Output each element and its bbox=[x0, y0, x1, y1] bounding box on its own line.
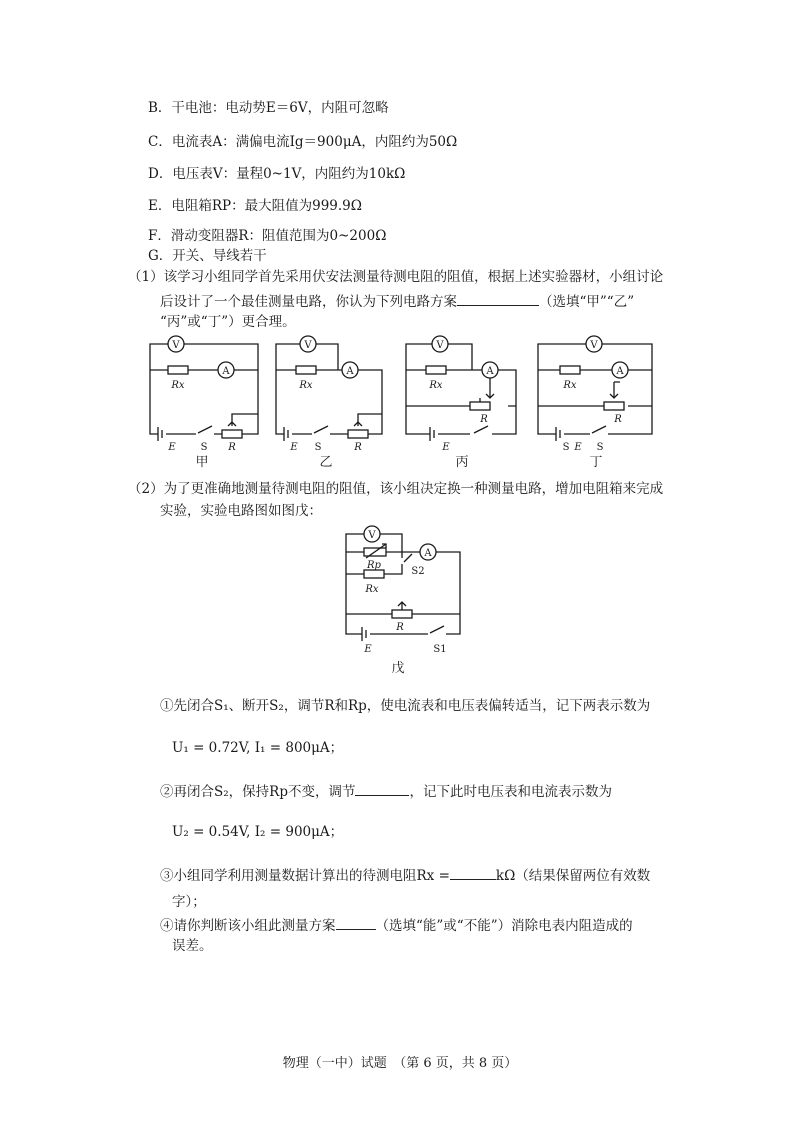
step4-line2: 误差。 bbox=[172, 938, 213, 954]
step3-line2: 字）； bbox=[172, 894, 206, 910]
step4-text-pre: ④请你判断该小组此测量方案 bbox=[160, 918, 336, 934]
v-wu: V bbox=[368, 530, 376, 541]
a-yi: A bbox=[346, 366, 354, 377]
step3-answer-blank[interactable] bbox=[450, 865, 496, 880]
label-ding: 丁 bbox=[589, 455, 603, 470]
e-yi: E bbox=[290, 442, 298, 453]
v-bing: V bbox=[436, 340, 444, 351]
circuit-diagram-wu bbox=[300, 520, 500, 680]
v-yi: V bbox=[304, 340, 312, 351]
r-yi: R bbox=[354, 442, 362, 453]
a-jia: A bbox=[222, 366, 230, 377]
circuit-ding bbox=[538, 344, 652, 441]
s-ding-left: S bbox=[562, 442, 570, 453]
rx-yi: Rx bbox=[299, 380, 313, 391]
step4-line1 bbox=[160, 915, 633, 935]
option-c: C．电流表A：满偏电流Ig＝900μA，内阻约为50Ω bbox=[148, 134, 458, 150]
q1-line2-options: （选填“甲”“乙” bbox=[539, 294, 635, 310]
circuit-yi bbox=[276, 344, 382, 441]
step1-line1: ①先闭合S₁、断开S₂，调节R和Rp，使电流表和电压表偏转适当，记下两表示数为 bbox=[160, 698, 651, 714]
a-ding: A bbox=[616, 366, 624, 377]
q1-line3: “丙”或“丁”）更合理。 bbox=[160, 314, 296, 330]
page-footer: 物理（一中）试题 （第 6 页，共 8 页） bbox=[282, 1056, 518, 1071]
rx-jia: Rx bbox=[171, 380, 185, 391]
circuit-bing bbox=[406, 344, 516, 441]
q1-line1: （1）该学习小组同学首先采用伏安法测量待测电阻的阻值，根据上述实验器材，小组讨论 bbox=[128, 269, 664, 285]
step2-answer-blank[interactable] bbox=[355, 781, 409, 796]
rp-wu: Rp bbox=[367, 560, 381, 571]
s-yi: S bbox=[314, 442, 322, 453]
rx-wu: Rx bbox=[365, 584, 379, 595]
label-wu: 戊 bbox=[391, 661, 405, 676]
option-e: E．电阻箱RP：最大阻值为999.9Ω bbox=[148, 198, 362, 214]
step4-text-post: （选填“能”或“不能”）消除电表内阻造成的 bbox=[375, 918, 633, 934]
a-bing: A bbox=[486, 366, 494, 377]
q1-answer-blank[interactable] bbox=[457, 291, 539, 306]
rx-bing: Rx bbox=[429, 380, 443, 391]
v-jia: V bbox=[172, 340, 180, 351]
e-jia: E bbox=[168, 442, 176, 453]
s2-wu: S2 bbox=[411, 566, 425, 577]
s-jia: S bbox=[200, 442, 208, 453]
v-ding: V bbox=[590, 340, 598, 351]
label-bing: 丙 bbox=[455, 455, 469, 470]
e-wu: E bbox=[364, 644, 372, 655]
e-bing: E bbox=[442, 442, 450, 453]
s-ding: S bbox=[596, 442, 604, 453]
s1-wu: S1 bbox=[433, 644, 447, 655]
q2-line2: 实验，实验电路图如图戊： bbox=[160, 503, 322, 519]
step3-text-pre: ③小组同学利用测量数据计算出的待测电阻Rx = bbox=[160, 868, 450, 884]
r-ding: R bbox=[614, 414, 622, 425]
step3-text-post: kΩ（结果保留两位有效数 bbox=[495, 868, 651, 884]
a-wu: A bbox=[424, 548, 432, 559]
e-ding: E bbox=[574, 442, 582, 453]
rx-ding: Rx bbox=[563, 380, 577, 391]
step2-line2: U₂ = 0.54V, I₂ = 900μA； bbox=[172, 824, 344, 840]
q1-line2-text: 后设计了一个最佳测量电路，你认为下列电路方案 bbox=[160, 294, 457, 310]
q2-line1: （2）为了更准确地测量待测电阻的阻值，该小组决定换一种测量电路，增加电阻箱来完成 bbox=[128, 481, 664, 497]
circuit-diagrams-jia-yi-bing-ding bbox=[0, 330, 800, 480]
step3-line1 bbox=[160, 865, 650, 885]
step4-answer-blank[interactable] bbox=[336, 915, 376, 930]
step2-line1 bbox=[160, 781, 612, 801]
option-b: B．干电池：电动势E＝6V，内阻可忽略 bbox=[148, 100, 389, 116]
r-bing: R bbox=[480, 414, 488, 425]
option-f: F．滑动变阻器R：阻值范围为0~200Ω bbox=[148, 228, 387, 244]
option-g: G．开关、导线若干 bbox=[148, 248, 267, 264]
step1-line2: U₁ = 0.72V, I₁ = 800μA； bbox=[172, 740, 344, 756]
r-wu: R bbox=[396, 622, 404, 633]
option-d: D．电压表V：量程0~1V，内阻约为10kΩ bbox=[148, 166, 406, 182]
r-jia: R bbox=[228, 442, 236, 453]
label-jia: 甲 bbox=[195, 455, 209, 470]
label-yi: 乙 bbox=[319, 455, 333, 470]
q1-line2 bbox=[160, 291, 634, 311]
circuit-jia bbox=[150, 344, 258, 441]
step2-text-post: ，记下此时电压表和电流表示数为 bbox=[409, 784, 612, 800]
step2-text-pre: ②再闭合S₂，保持Rp不变，调节 bbox=[160, 784, 356, 800]
